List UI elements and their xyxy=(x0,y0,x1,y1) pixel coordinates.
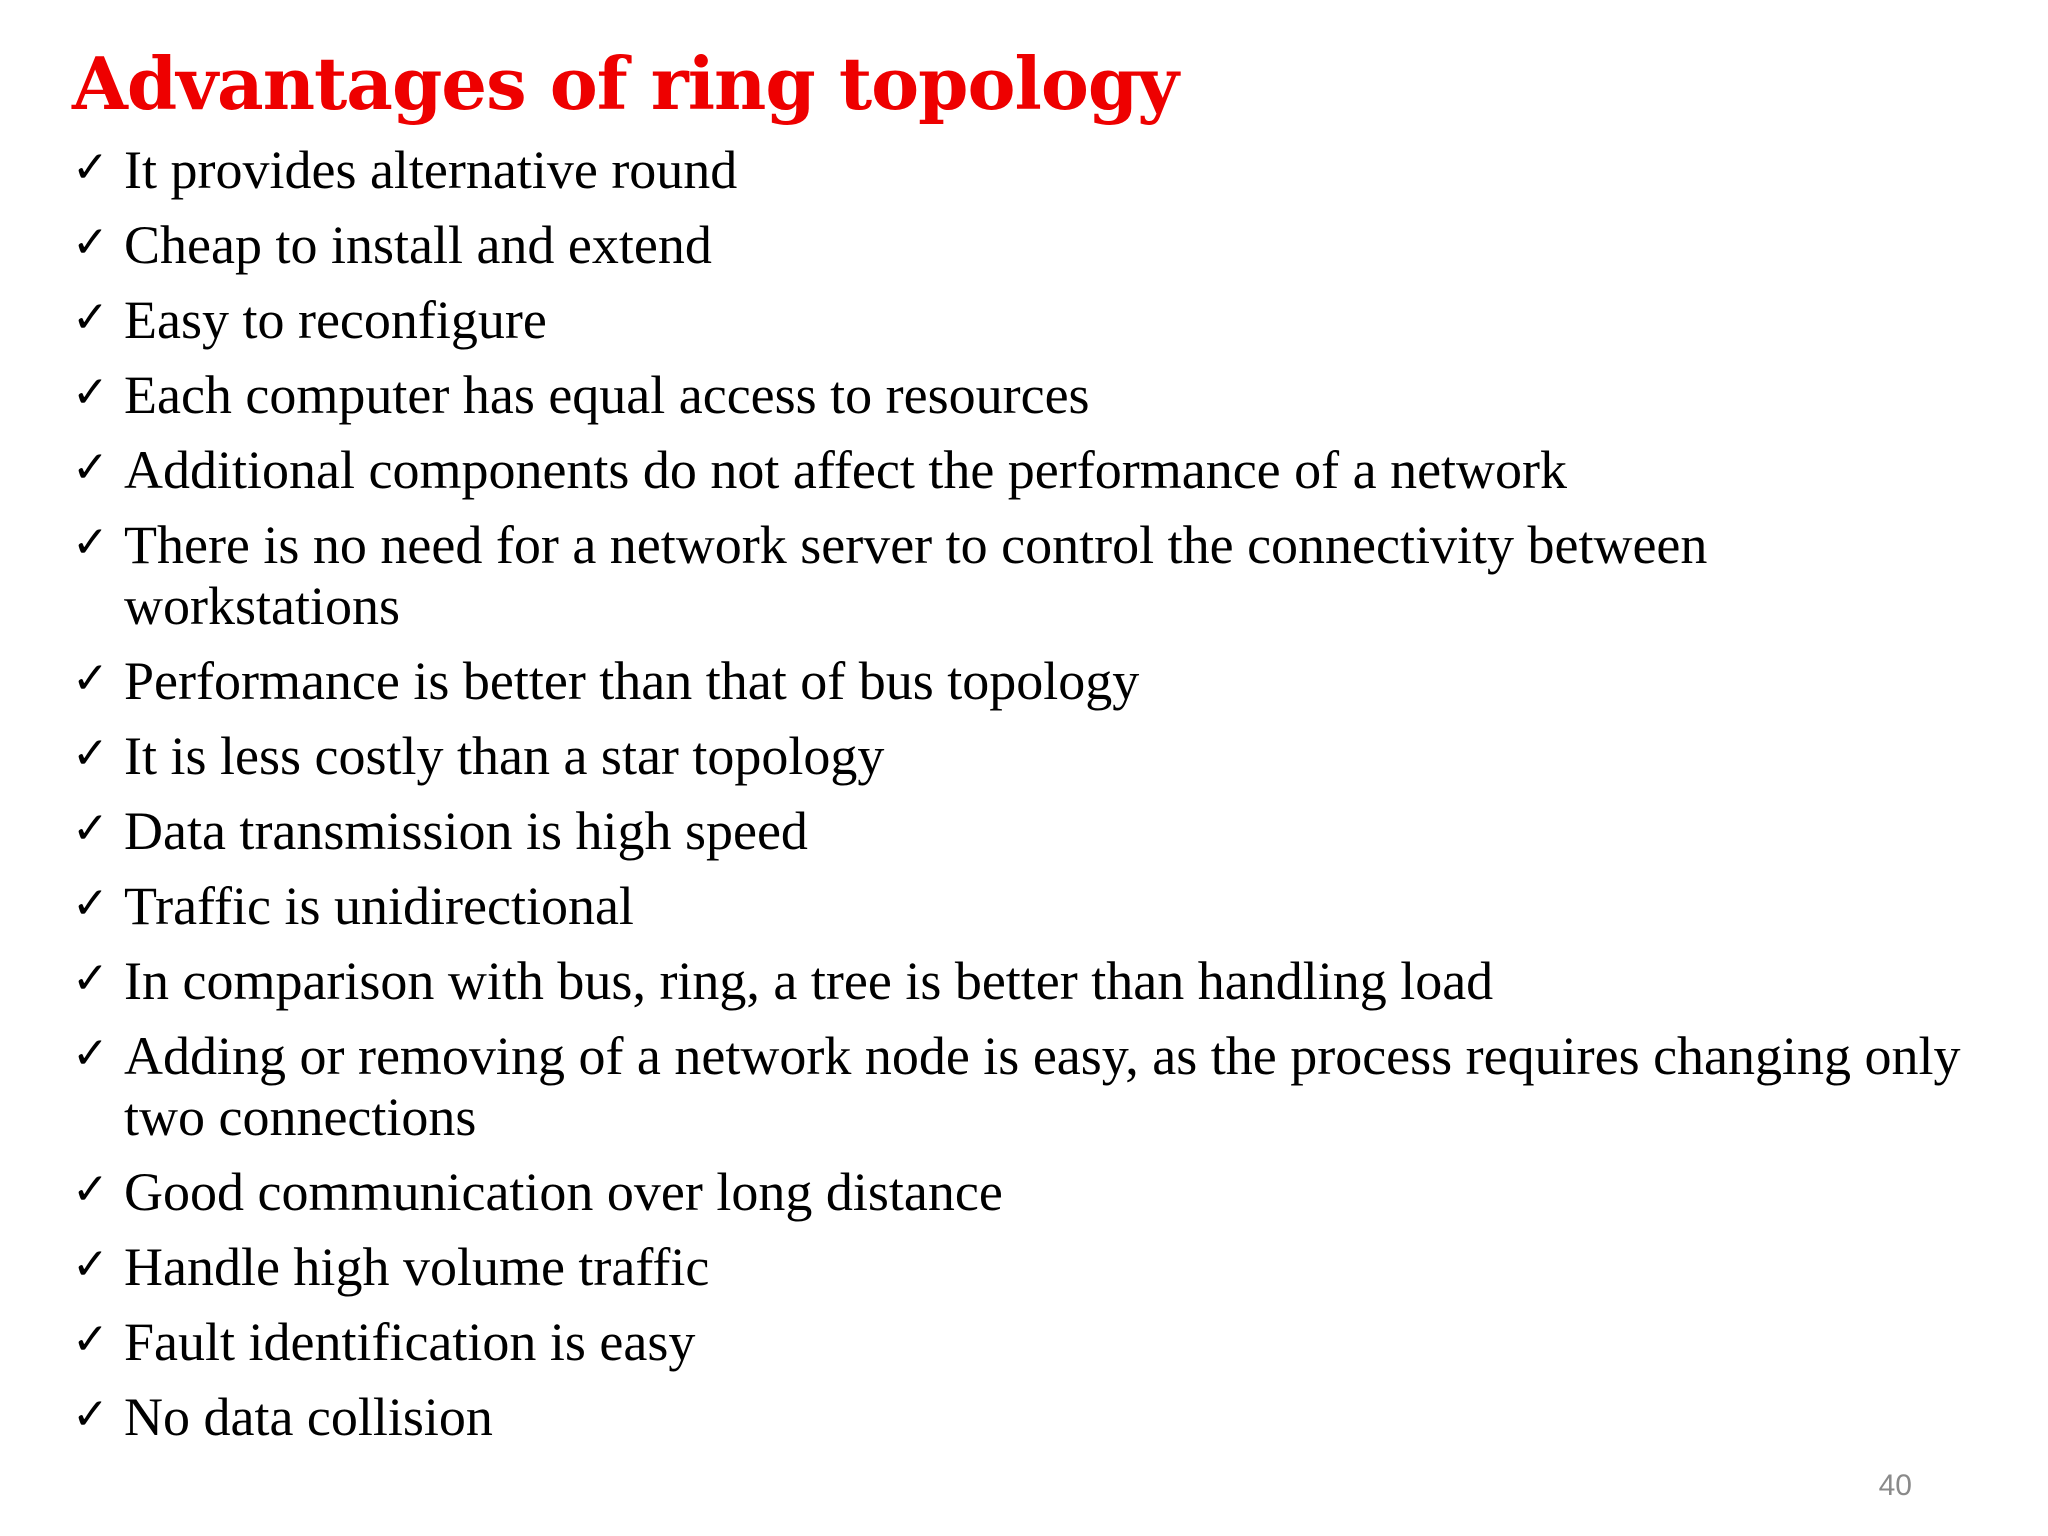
list-item-text: Data transmission is high speed xyxy=(124,801,808,861)
check-icon: ✓ xyxy=(72,1028,109,1079)
list-item xyxy=(72,801,1992,862)
check-icon: ✓ xyxy=(72,517,109,568)
list-item-text: Adding or removing of a network node is easy, as the process requires changing only two connections xyxy=(124,1026,1961,1147)
list-item xyxy=(72,515,1992,637)
check-icon: ✓ xyxy=(72,367,109,418)
list-item xyxy=(72,1387,1992,1448)
check-icon: ✓ xyxy=(72,217,109,268)
list-item-text: No data collision xyxy=(124,1387,493,1447)
list-item xyxy=(72,951,1992,1012)
list-item xyxy=(72,1162,1992,1223)
list-item xyxy=(72,140,1992,201)
list-item-text: Additional components do not affect the performance of a network xyxy=(124,440,1568,500)
list-item-text: Good communication over long distance xyxy=(124,1162,1003,1222)
list-item-text: Each computer has equal access to resources xyxy=(124,365,1090,425)
page-number: 40 xyxy=(1878,1469,1912,1502)
check-icon: ✓ xyxy=(72,1164,109,1215)
list-item xyxy=(72,365,1992,426)
check-icon: ✓ xyxy=(72,142,109,193)
check-icon: ✓ xyxy=(72,292,109,343)
list-item-text: Handle high volume traffic xyxy=(124,1237,710,1297)
slide-title: Advantages of ring topology xyxy=(72,41,1179,126)
check-icon: ✓ xyxy=(72,953,109,1004)
list-item-text: Easy to reconfigure xyxy=(124,290,547,350)
list-item-text: It is less costly than a star topology xyxy=(124,726,885,786)
list-item-text: It provides alternative round xyxy=(124,140,738,200)
list-item xyxy=(72,440,1992,501)
list-item-text: In comparison with bus, ring, a tree is better than handling load xyxy=(124,951,1494,1011)
list-item xyxy=(72,1312,1992,1373)
check-icon: ✓ xyxy=(72,653,109,704)
check-icon: ✓ xyxy=(72,728,109,779)
check-icon: ✓ xyxy=(72,442,109,493)
advantages-list xyxy=(72,140,1992,1462)
list-item-text: There is no need for a network server to control the connectivity between workstations xyxy=(124,515,1708,636)
check-icon: ✓ xyxy=(72,1239,109,1290)
check-icon: ✓ xyxy=(72,1314,109,1365)
list-item xyxy=(72,290,1992,351)
list-item xyxy=(72,726,1992,787)
list-item-text: Traffic is unidirectional xyxy=(124,876,634,936)
list-item xyxy=(72,1026,1992,1148)
check-icon: ✓ xyxy=(72,878,109,929)
list-item-text: Cheap to install and extend xyxy=(124,215,712,275)
list-item-text: Fault identification is easy xyxy=(124,1312,696,1372)
list-item xyxy=(72,651,1992,712)
list-item xyxy=(72,876,1992,937)
check-icon: ✓ xyxy=(72,803,109,854)
list-item xyxy=(72,215,1992,276)
check-icon: ✓ xyxy=(72,1389,109,1440)
list-item-text: Performance is better than that of bus topology xyxy=(124,651,1140,711)
list-item xyxy=(72,1237,1992,1298)
